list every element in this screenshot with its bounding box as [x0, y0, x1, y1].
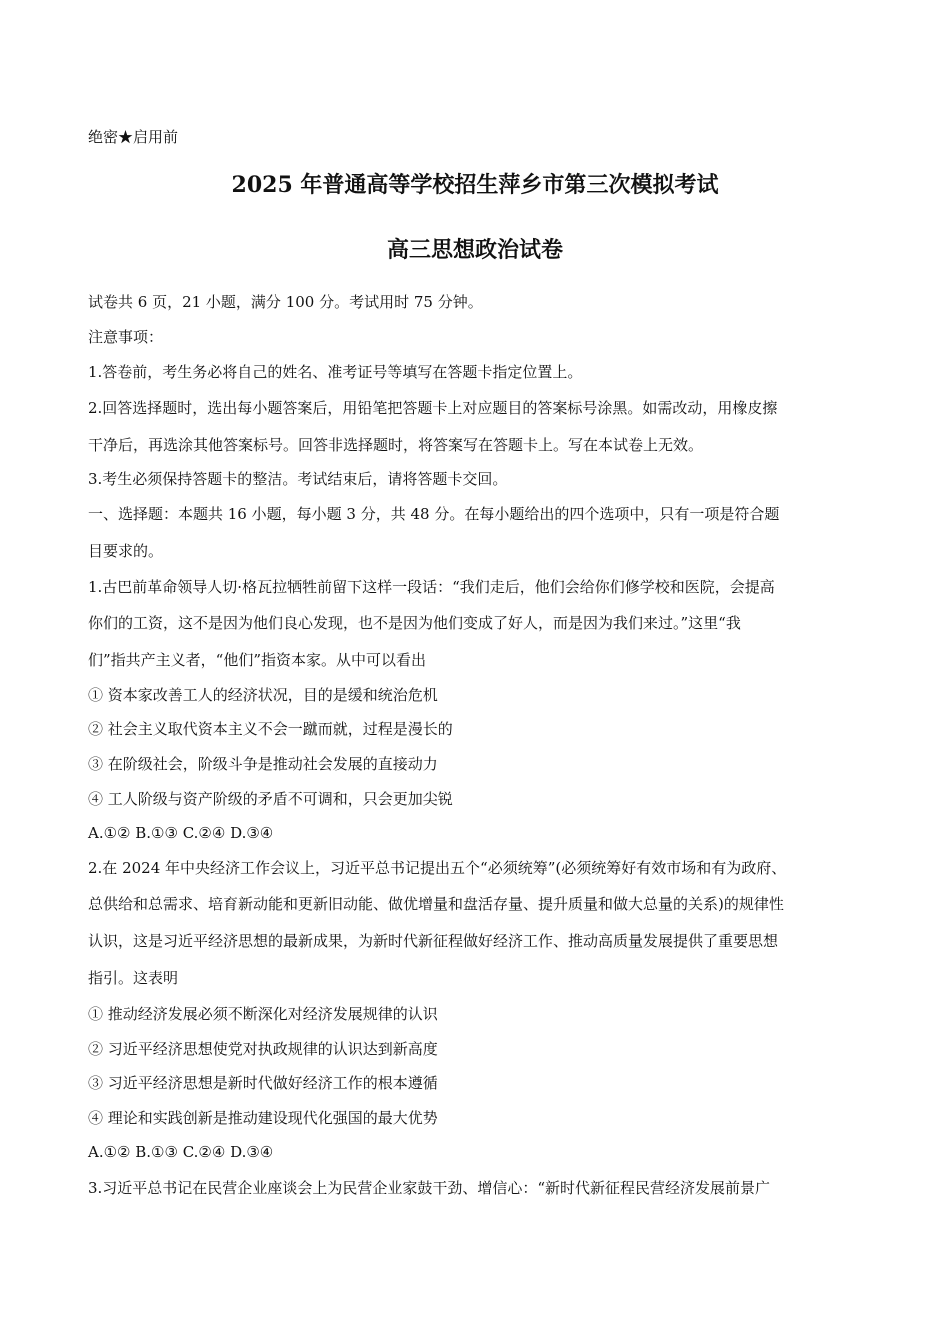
- exam-subtitle: 高三思想政治试卷: [386, 237, 563, 263]
- q1-option-2: ② 社会主义取代资本主义不会一蹴而就，过程是漫长的: [88, 720, 453, 738]
- q2-option-1: ① 推动经济发展必须不断深化对经济发展规律的认识: [88, 1005, 438, 1023]
- q1-line-2: 你们的工资，这不是因为他们良心发现，也不是因为他们变成了好人，而是因为我们来过。”这里“我: [88, 614, 741, 632]
- q2-option-2: ② 习近平经济思想使党对执政规律的认识达到新高度: [88, 1040, 438, 1058]
- confidential-label: 绝密★启用前: [88, 128, 179, 146]
- q2-line-1: 2.在 2024 年中央经济工作会议上，习近平总书记提出五个“必须统筹”(必须统筹好有效市场和有为政府、: [88, 859, 787, 877]
- q2-choices: A.①② B.①③ C.②④ D.③④: [88, 1143, 274, 1161]
- notes-heading: 注意事项：: [88, 328, 164, 346]
- q3-line-1: 3.习近平总书记在民营企业座谈会上为民营企业家鼓干劲、增信心：“新时代新征程民营经济发展前景广: [88, 1179, 770, 1197]
- note-item-3: 3.考生必须保持答题卡的整洁。考试结束后，请将答题卡交回。: [88, 470, 508, 488]
- q2-option-4: ④ 理论和实践创新是推动建设现代化强国的最大优势: [88, 1109, 438, 1127]
- note-item-2-line-1: 2.回答选择题时，选出每小题答案后，用铅笔把答题卡上对应题目的答案标号涂黑。如需改动，用橡皮擦: [88, 399, 778, 417]
- note-item-1: 1.答卷前，考生务必将自己的姓名、准考证号等填写在答题卡指定位置上。: [88, 363, 583, 381]
- q1-line-3: 们”指共产主义者，“他们”指资本家。从中可以看出: [88, 651, 427, 669]
- q2-line-2: 总供给和总需求、培育新动能和更新旧动能、做优增量和盘活存量、提升质量和做大总量的关系)的规律性: [88, 895, 784, 913]
- q1-option-1: ① 资本家改善工人的经济状况，目的是缓和统治危机: [88, 686, 438, 704]
- q1-line-1: 1.古巴前革命领导人切·格瓦拉牺牲前留下这样一段话：“我们走后，他们会给你们修学校和医院，会提高: [88, 578, 775, 596]
- q1-choices: A.①② B.①③ C.②④ D.③④: [88, 824, 274, 842]
- q2-option-3: ③ 习近平经济思想是新时代做好经济工作的根本遵循: [88, 1074, 438, 1092]
- q1-option-3: ③ 在阶级社会，阶级斗争是推动社会发展的直接动力: [88, 755, 438, 773]
- section-1-line-2: 目要求的。: [88, 542, 164, 560]
- note-item-2-line-2: 干净后，再选涂其他答案标号。回答非选择题时，将答案写在答题卡上。写在本试卷上无效。: [88, 436, 704, 454]
- q2-line-3: 认识，这是习近平经济思想的最新成果，为新时代新征程做好经济工作、推动高质量发展提供了重要思想: [88, 932, 779, 950]
- exam-title: 2025 年普通高等学校招生萍乡市第三次模拟考试: [231, 172, 719, 198]
- q2-line-4: 指引。这表明: [88, 969, 179, 987]
- q1-option-4: ④ 工人阶级与资产阶级的矛盾不可调和，只会更加尖锐: [88, 790, 453, 808]
- exam-info: 试卷共 6 页，21 小题，满分 100 分。考试用时 75 分钟。: [88, 293, 483, 311]
- section-1-line-1: 一、选择题：本题共 16 小题，每小题 3 分，共 48 分。在每小题给出的四个选项中，只有一项是符合题: [88, 505, 780, 523]
